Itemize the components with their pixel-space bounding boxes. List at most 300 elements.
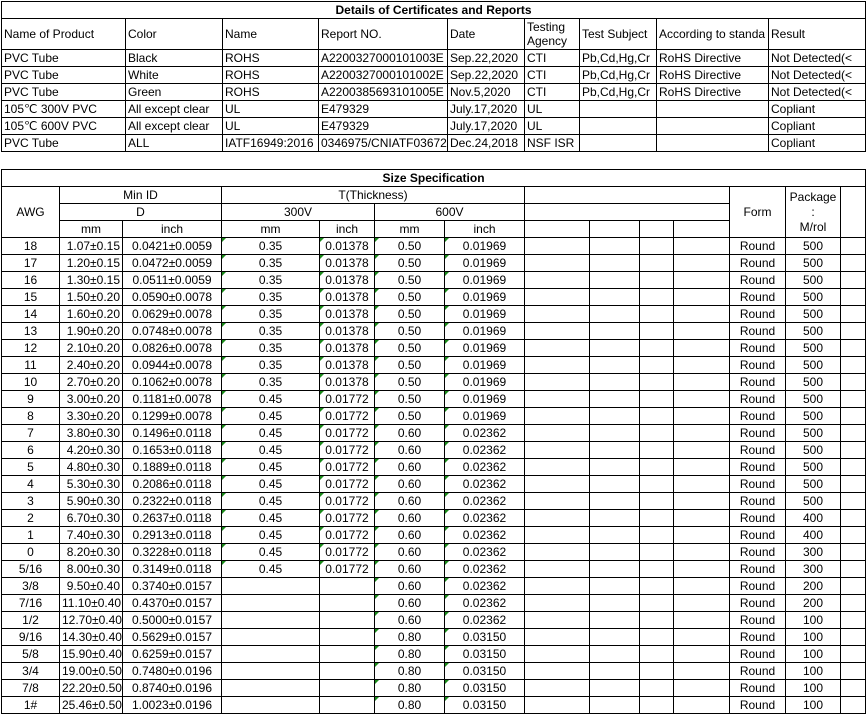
d-inch-cell: 0.8740±0.0196 (123, 680, 222, 697)
size-row (2, 323, 866, 340)
awg-cell: 5 (2, 459, 60, 476)
600v-mm-cell: 0.60 (375, 595, 445, 612)
package-cell: 100 (786, 629, 841, 646)
300v-inch-cell: 0.01378 (320, 340, 375, 357)
blank-cell (841, 595, 866, 612)
d-mm-cell: 2.10±0.20 (60, 340, 123, 357)
300v-mm-cell (222, 680, 320, 697)
certificate-cell (657, 101, 769, 118)
600v-mm-cell: 0.50 (375, 374, 445, 391)
300v-inch-cell: 0.01772 (320, 391, 375, 408)
600v-mm-cell: 0.50 (375, 238, 445, 255)
d-inch-cell: 0.3228±0.0118 (123, 544, 222, 561)
blank-cell (525, 476, 590, 493)
d-mm-header: mm (60, 221, 123, 238)
blank-cell (590, 340, 640, 357)
blank-cell (841, 323, 866, 340)
600v-inch-cell: 0.01969 (445, 408, 525, 425)
600v-header: 600V (375, 204, 525, 221)
d-inch-cell: 0.6259±0.0157 (123, 646, 222, 663)
certificate-cell: PVC Tube (2, 135, 126, 152)
package-cell: 100 (786, 663, 841, 680)
awg-header: AWG (2, 187, 60, 238)
certificate-cell: UL (525, 101, 580, 118)
awg-cell: 7/8 (2, 680, 60, 697)
form-cell: Round (730, 272, 786, 289)
form-cell: Round (730, 697, 786, 714)
300v-inch-cell: 0.01772 (320, 476, 375, 493)
certificate-cell: White (126, 67, 223, 84)
blank-cell (640, 221, 674, 238)
certificates-header-cell: Test Subject (580, 19, 657, 50)
300v-inch-cell (320, 629, 375, 646)
300v-mm-cell: 0.35 (222, 323, 320, 340)
blank-cell (674, 340, 730, 357)
600v-inch-cell: 0.03150 (445, 663, 525, 680)
300v-mm-cell: 0.45 (222, 561, 320, 578)
600v-mm-cell: 0.60 (375, 578, 445, 595)
certificate-cell: CTI (525, 84, 580, 101)
blank-cell (640, 680, 674, 697)
d-inch-cell: 0.0944±0.0078 (123, 357, 222, 374)
form-cell: Round (730, 476, 786, 493)
blank-cell (841, 340, 866, 357)
blank-cell (841, 663, 866, 680)
blank-cell (525, 221, 590, 238)
certificate-cell: Copliant (769, 135, 866, 152)
d-inch-cell: 0.0590±0.0078 (123, 289, 222, 306)
certificate-cell (580, 135, 657, 152)
blank-cell (640, 459, 674, 476)
blank-cell (590, 391, 640, 408)
blank-cell (590, 374, 640, 391)
form-cell: Round (730, 323, 786, 340)
blank-cell (590, 442, 640, 459)
blank-cell (590, 272, 640, 289)
d-inch-cell: 0.2086±0.0118 (123, 476, 222, 493)
blank-cell (674, 493, 730, 510)
d-inch-cell: 0.2913±0.0118 (123, 527, 222, 544)
blank-cell (674, 680, 730, 697)
600v-inch-cell: 0.02362 (445, 561, 525, 578)
blank-cell (841, 391, 866, 408)
certificate-row (2, 135, 866, 152)
600v-mm-cell: 0.60 (375, 442, 445, 459)
package-cell: 300 (786, 544, 841, 561)
d-mm-cell: 3.30±0.20 (60, 408, 123, 425)
blank-cell (590, 493, 640, 510)
blank-cell (640, 408, 674, 425)
600v-inch-cell: 0.02362 (445, 578, 525, 595)
d-inch-cell: 0.5000±0.0157 (123, 612, 222, 629)
certificate-cell: Copliant (769, 118, 866, 135)
d-mm-cell: 1.60±0.20 (60, 306, 123, 323)
size-row (2, 595, 866, 612)
blank-cell (674, 629, 730, 646)
300v-mm-cell (222, 578, 320, 595)
blank-cell (525, 340, 590, 357)
blank-cell (841, 544, 866, 561)
blank-subheader (525, 204, 730, 221)
certificate-cell: 105℃ 300V PVC (2, 101, 126, 118)
blank-cell (590, 544, 640, 561)
certificates-header-cell: Color (126, 19, 223, 50)
blank-cell (674, 697, 730, 714)
blank-cell (841, 646, 866, 663)
d-inch-cell: 0.1889±0.0118 (123, 459, 222, 476)
size-row (2, 459, 866, 476)
blank-cell (841, 357, 866, 374)
awg-cell: 3/8 (2, 578, 60, 595)
form-cell: Round (730, 544, 786, 561)
package-cell: 400 (786, 510, 841, 527)
certificates-header-cell: Date (448, 19, 525, 50)
form-cell: Round (730, 510, 786, 527)
600v-inch-cell: 0.02362 (445, 442, 525, 459)
package-cell: 500 (786, 238, 841, 255)
600v-inch-cell: 0.03150 (445, 629, 525, 646)
d-inch-cell: 0.1653±0.0118 (123, 442, 222, 459)
blank-cell (640, 289, 674, 306)
size-row (2, 238, 866, 255)
600v-mm-cell: 0.80 (375, 663, 445, 680)
300v-inch-cell: 0.01378 (320, 289, 375, 306)
d-mm-cell: 3.80±0.30 (60, 425, 123, 442)
certificates-header-cell: Name (223, 19, 319, 50)
certificate-cell: A2200327000101003E (319, 50, 448, 67)
size-row (2, 612, 866, 629)
package-cell: 100 (786, 612, 841, 629)
certificate-cell: Not Detected(< (769, 50, 866, 67)
blank-cell (525, 442, 590, 459)
d-inch-cell: 0.0421±0.0059 (123, 238, 222, 255)
size-row (2, 476, 866, 493)
300v-inch-cell (320, 663, 375, 680)
package-cell: 500 (786, 493, 841, 510)
600v-mm-cell: 0.50 (375, 289, 445, 306)
blank-cell (674, 578, 730, 595)
d-mm-cell: 8.00±0.30 (60, 561, 123, 578)
blank-cell (590, 510, 640, 527)
blank-cell (525, 323, 590, 340)
blank-cell (525, 510, 590, 527)
blank-cell (674, 476, 730, 493)
blank-cell (525, 238, 590, 255)
600v-mm-cell: 0.50 (375, 340, 445, 357)
300v-mm-cell (222, 612, 320, 629)
d-mm-cell: 1.30±0.15 (60, 272, 123, 289)
certificates-header-cell: Result (769, 19, 866, 50)
blank-cell (674, 238, 730, 255)
600v-mm-cell: 0.80 (375, 680, 445, 697)
package-cell: 500 (786, 374, 841, 391)
blank-cell (674, 323, 730, 340)
600v-inch-cell: 0.02362 (445, 476, 525, 493)
form-cell: Round (730, 459, 786, 476)
blank-cell (590, 561, 640, 578)
300v-mm-cell: 0.35 (222, 238, 320, 255)
d-mm-cell: 15.90±0.40 (60, 646, 123, 663)
300v-mm-cell (222, 629, 320, 646)
blank-cell (841, 408, 866, 425)
600v-inch-cell: 0.01969 (445, 255, 525, 272)
blank-cell (640, 272, 674, 289)
min-id-header: Min ID (60, 187, 222, 204)
blank-cell (640, 255, 674, 272)
blank-cell (525, 374, 590, 391)
blank-cell (674, 221, 730, 238)
awg-cell: 7/16 (2, 595, 60, 612)
awg-cell: 7 (2, 425, 60, 442)
600v-inch-cell: 0.01969 (445, 272, 525, 289)
d-inch-cell: 0.5629±0.0157 (123, 629, 222, 646)
blank-cell (674, 442, 730, 459)
blank-cell (525, 289, 590, 306)
300v-inch-cell: 0.01772 (320, 544, 375, 561)
d-mm-cell: 1.07±0.15 (60, 238, 123, 255)
600v-mm-cell: 0.50 (375, 255, 445, 272)
package-cell: 500 (786, 272, 841, 289)
package-cell: 200 (786, 595, 841, 612)
600v-inch-cell: 0.01969 (445, 357, 525, 374)
blank-cell (640, 697, 674, 714)
package-cell: 500 (786, 255, 841, 272)
package-cell: 500 (786, 306, 841, 323)
package-cell: 500 (786, 459, 841, 476)
blank-cell (590, 663, 640, 680)
form-cell: Round (730, 663, 786, 680)
300v-header: 300V (222, 204, 375, 221)
600v-mm-cell: 0.80 (375, 629, 445, 646)
d-mm-cell: 14.30±0.40 (60, 629, 123, 646)
blank-cell (525, 459, 590, 476)
form-cell: Round (730, 306, 786, 323)
certificate-cell: Sep.22,2020 (448, 67, 525, 84)
300v-mm-cell: 0.45 (222, 510, 320, 527)
certificate-cell: ROHS (223, 50, 319, 67)
size-row (2, 510, 866, 527)
600v-inch-cell: 0.02362 (445, 510, 525, 527)
blank-cell (674, 374, 730, 391)
blank-cell (590, 527, 640, 544)
300v-inch-cell (320, 578, 375, 595)
d-mm-cell: 9.50±0.40 (60, 578, 123, 595)
blank-cell (841, 527, 866, 544)
blank-cell (674, 561, 730, 578)
300v-mm-cell: 0.35 (222, 374, 320, 391)
form-cell: Round (730, 425, 786, 442)
package-cell: 500 (786, 357, 841, 374)
certificate-cell: Pb,Cd,Hg,Cr (580, 84, 657, 101)
300v-mm-cell: 0.35 (222, 357, 320, 374)
300v-inch-cell: 0.01378 (320, 238, 375, 255)
blank-cell (640, 238, 674, 255)
d-inch-cell: 0.1181±0.0078 (123, 391, 222, 408)
300v-inch-cell: 0.01378 (320, 323, 375, 340)
size-spec-title: Size Specification (2, 170, 866, 187)
300v-mm-cell: 0.45 (222, 476, 320, 493)
300v-mm-cell: 0.35 (222, 306, 320, 323)
blank-cell (525, 663, 590, 680)
blank-cell (640, 646, 674, 663)
blank-cell (674, 544, 730, 561)
300v-mm-cell: 0.45 (222, 425, 320, 442)
600v-inch-cell: 0.02362 (445, 612, 525, 629)
600v-inch-cell: 0.01969 (445, 306, 525, 323)
package-cell: 300 (786, 561, 841, 578)
package-cell: 500 (786, 425, 841, 442)
size-row (2, 578, 866, 595)
600v-mm-cell: 0.50 (375, 408, 445, 425)
blank-cell (590, 221, 640, 238)
300v-mm-cell: 0.35 (222, 289, 320, 306)
certificate-cell: Nov.5,2020 (448, 84, 525, 101)
blank-cell (590, 476, 640, 493)
certificate-cell: Pb,Cd,Hg,Cr (580, 50, 657, 67)
d-header: D (60, 204, 222, 221)
blank-cell (841, 612, 866, 629)
awg-cell: 9 (2, 391, 60, 408)
d-inch-cell: 0.1496±0.0118 (123, 425, 222, 442)
blank-cell (525, 425, 590, 442)
awg-cell: 9/16 (2, 629, 60, 646)
600v-inch-cell: 0.02362 (445, 493, 525, 510)
certificate-cell: Pb,Cd,Hg,Cr (580, 67, 657, 84)
d-mm-cell: 2.40±0.20 (60, 357, 123, 374)
600v-mm-cell: 0.60 (375, 510, 445, 527)
form-cell: Round (730, 238, 786, 255)
300v-inch-cell: 0.01378 (320, 374, 375, 391)
600v-inch-cell: 0.03150 (445, 697, 525, 714)
blank-cell (640, 476, 674, 493)
certificate-cell: E479329 (319, 101, 448, 118)
package-cell: 500 (786, 391, 841, 408)
blank-cell (674, 408, 730, 425)
package-colon: : (811, 204, 815, 219)
package-label: Package (789, 189, 837, 204)
blank-cell (640, 493, 674, 510)
blank-cell (525, 578, 590, 595)
certificate-cell: UL (223, 118, 319, 135)
d-mm-cell: 1.90±0.20 (60, 323, 123, 340)
blank-cell (590, 578, 640, 595)
d-mm-cell: 25.46±0.50 (60, 697, 123, 714)
awg-cell: 5/8 (2, 646, 60, 663)
awg-cell: 10 (2, 374, 60, 391)
blank-cell (525, 595, 590, 612)
blank-cell (590, 459, 640, 476)
size-row (2, 340, 866, 357)
certificate-row (2, 50, 866, 67)
blank-cell (525, 629, 590, 646)
certificates-header-cell: Report NO. (319, 19, 448, 50)
awg-cell: 3/4 (2, 663, 60, 680)
size-row (2, 646, 866, 663)
600v-inch-cell: 0.01969 (445, 374, 525, 391)
600v-inch-cell: 0.01969 (445, 289, 525, 306)
certificate-cell: UL (223, 101, 319, 118)
blank-cell (841, 289, 866, 306)
d-inch-cell: 0.1062±0.0078 (123, 374, 222, 391)
600v-mm-cell: 0.60 (375, 544, 445, 561)
600v-inch-cell: 0.01969 (445, 340, 525, 357)
blank-cell (525, 527, 590, 544)
form-cell: Round (730, 442, 786, 459)
certificate-cell: All except clear (126, 101, 223, 118)
form-cell: Round (730, 527, 786, 544)
thickness-header: T(Thickness) (222, 187, 525, 204)
blank-cell (841, 476, 866, 493)
blank-cell (674, 459, 730, 476)
certificate-cell: Not Detected(< (769, 67, 866, 84)
blank-cell (640, 595, 674, 612)
blank-cell (841, 697, 866, 714)
d-inch-cell: 0.0748±0.0078 (123, 323, 222, 340)
blank-cell (674, 612, 730, 629)
blank-cell (525, 493, 590, 510)
blank-cell (640, 391, 674, 408)
certificate-cell: All except clear (126, 118, 223, 135)
300v-inch-cell: 0.01772 (320, 408, 375, 425)
600v-mm-cell: 0.50 (375, 323, 445, 340)
600v-inch-cell: 0.03150 (445, 646, 525, 663)
blank-cell (640, 357, 674, 374)
300v-inch-cell: 0.01378 (320, 357, 375, 374)
size-spec-body (2, 238, 866, 714)
blank-cell (525, 544, 590, 561)
awg-cell: 5/16 (2, 561, 60, 578)
d-inch-cell: 1.0023±0.0196 (123, 697, 222, 714)
form-cell: Round (730, 561, 786, 578)
certificate-cell: CTI (525, 67, 580, 84)
300v-mm-cell: 0.45 (222, 408, 320, 425)
form-cell: Round (730, 612, 786, 629)
300v-inch-cell: 0.01772 (320, 442, 375, 459)
300v-inch-cell (320, 646, 375, 663)
certificate-cell: IATF16949:2016 (223, 135, 319, 152)
blank-cell (525, 612, 590, 629)
blank-cell (674, 272, 730, 289)
size-row (2, 680, 866, 697)
certificates-header-cell: According to standa (657, 19, 769, 50)
blank-cell (590, 425, 640, 442)
certificate-cell: 0346975/CNIATF03672 (319, 135, 448, 152)
600v-inch-cell: 0.01969 (445, 238, 525, 255)
600v-mm-header: mm (375, 221, 445, 238)
300v-mm-cell (222, 663, 320, 680)
blank-cell (841, 238, 866, 255)
size-row (2, 289, 866, 306)
awg-cell: 16 (2, 272, 60, 289)
package-cell: 100 (786, 697, 841, 714)
certificate-cell: ROHS (223, 67, 319, 84)
certificate-cell: UL (525, 118, 580, 135)
certificate-cell: RoHS Directive (657, 67, 769, 84)
certificate-row (2, 84, 866, 101)
d-mm-cell: 4.80±0.30 (60, 459, 123, 476)
size-row (2, 408, 866, 425)
300v-inch-header: inch (320, 221, 375, 238)
blank-cell (590, 612, 640, 629)
awg-cell: 0 (2, 544, 60, 561)
package-cell: 500 (786, 476, 841, 493)
size-row (2, 697, 866, 714)
certificates-title: Details of Certificates and Reports (2, 2, 866, 19)
300v-mm-cell: 0.35 (222, 272, 320, 289)
package-cell: 500 (786, 408, 841, 425)
blank-cell (590, 697, 640, 714)
blank-cell (841, 459, 866, 476)
